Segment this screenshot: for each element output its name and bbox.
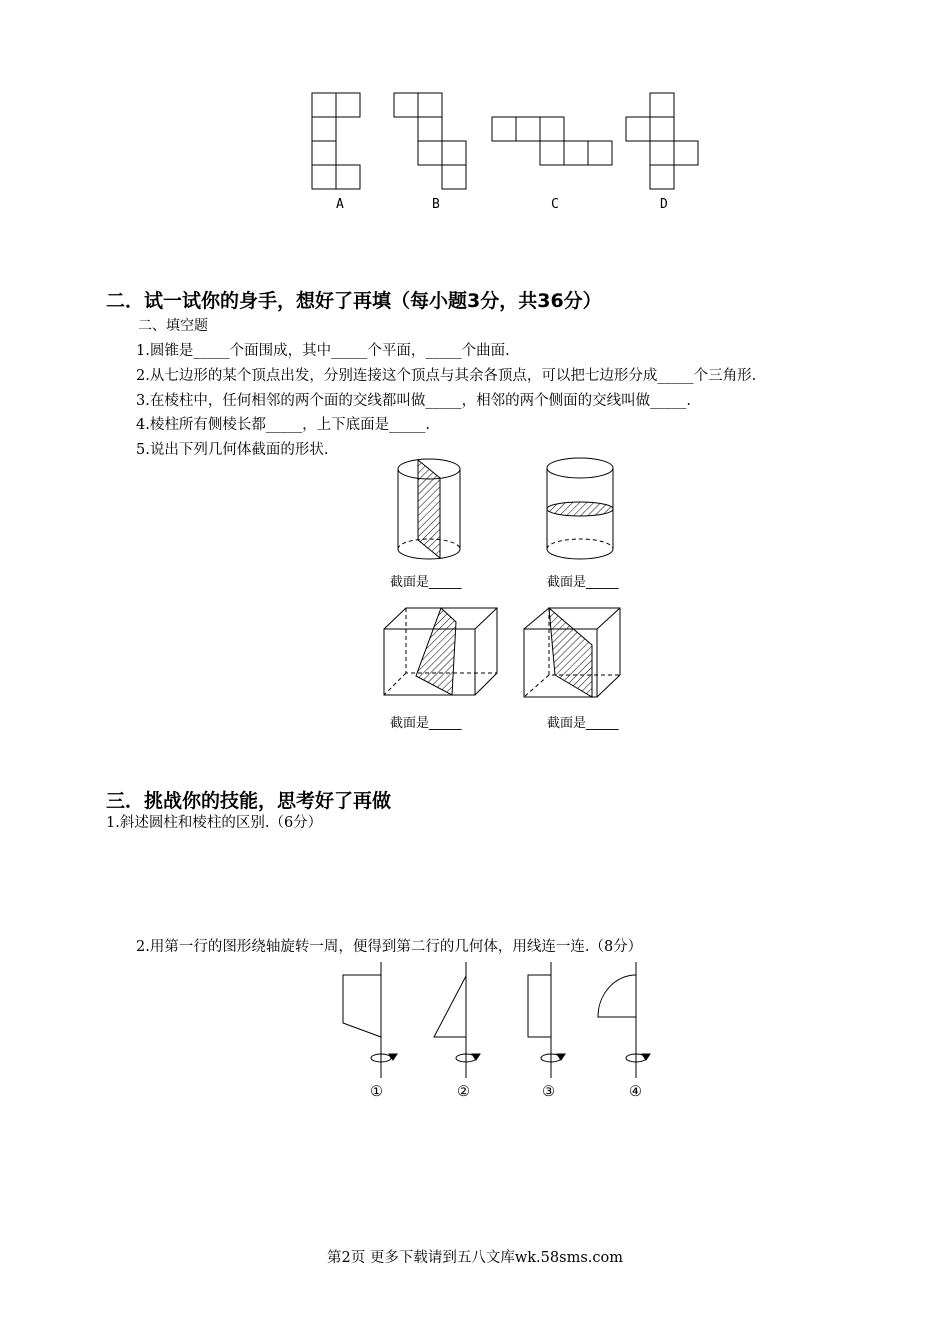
net-label-c: C bbox=[551, 197, 559, 212]
section3-title: 三．挑战你的技能，思考好了再做 bbox=[106, 790, 392, 812]
question-2-5: 5.说出下列几何体截面的形状. bbox=[136, 442, 329, 458]
rotation-shape-4 bbox=[598, 962, 650, 1078]
section-caption-1: 截面是_____ bbox=[390, 575, 462, 590]
net-label-d: D bbox=[660, 197, 668, 212]
section2-title: 二．试一试你的身手，想好了再填（每小题3分，共36分） bbox=[106, 290, 602, 312]
rotation-label-4: ④ bbox=[629, 1084, 642, 1100]
question-2-1: 1.圆锥是_____个面围成，其中_____个平面，_____个曲面. bbox=[136, 343, 510, 359]
rotation-shape-2 bbox=[434, 962, 480, 1078]
question-2-3: 3.在棱柱中，任何相邻的两个面的交线都叫做_____，相邻的两个侧面的交线叫做_____. bbox=[136, 393, 691, 409]
page-footer: 第2页 更多下载请到五八文库wk.58sms.com bbox=[327, 1250, 623, 1266]
section-caption-2: 截面是_____ bbox=[547, 575, 619, 590]
question-2-2: 2.从七边形的某个顶点出发，分别连接这个顶点与其余各顶点，可以把七边形分成_____个三角形. bbox=[136, 368, 757, 384]
section2-subtitle: 二、填空题 bbox=[138, 318, 208, 334]
rotation-label-2: ② bbox=[457, 1084, 470, 1100]
net-label-b: B bbox=[432, 197, 440, 212]
net-label-a: A bbox=[336, 197, 344, 212]
question-3-2: 2.用第一行的图形绕轴旋转一周，便得到第二行的几何体，用线连一连.（8分） bbox=[136, 939, 643, 955]
question-2-4: 4.棱柱所有侧棱长都_____，上下底面是_____. bbox=[136, 417, 430, 433]
rotation-shape-3 bbox=[528, 962, 565, 1078]
section-caption-3: 截面是_____ bbox=[390, 716, 462, 731]
rotation-shape-1 bbox=[343, 962, 397, 1078]
rotation-label-3: ③ bbox=[542, 1084, 555, 1100]
section-caption-4: 截面是_____ bbox=[547, 716, 619, 731]
question-3-1: 1.斜述圆柱和棱柱的区别.（6分） bbox=[106, 815, 323, 831]
rotation-label-1: ① bbox=[370, 1084, 383, 1100]
